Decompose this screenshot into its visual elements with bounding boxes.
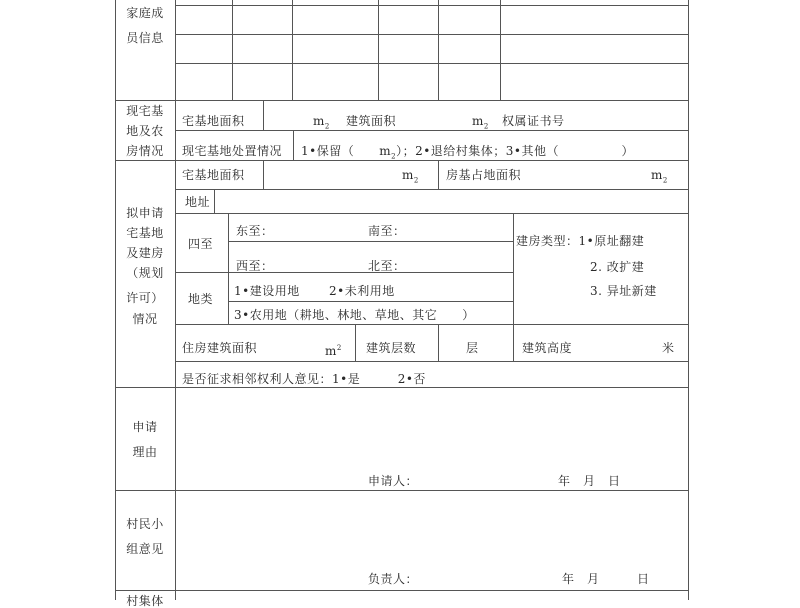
applicant-signature-label: 申请人：: [368, 474, 419, 488]
section-divider: [115, 160, 688, 161]
row-line: [228, 241, 513, 242]
village-group-label-2: 组意见: [126, 542, 164, 556]
neighbor-opinion-text: 是否征求相邻权利人意见：1•是 2•否: [182, 372, 426, 386]
cell-divider: [228, 213, 229, 324]
row-line: [175, 324, 688, 325]
application-label-2: 宅基地: [126, 226, 164, 240]
village-group-label-1: 村民小: [126, 517, 164, 531]
current-homestead-label-3: 房情况: [126, 144, 164, 158]
application-label-3: 及建房: [126, 246, 164, 260]
current-homestead-label-1: 现宅基: [126, 104, 164, 118]
floors-label: 建筑层数: [366, 341, 417, 355]
build-type-option-3: 3. 异址新建: [590, 284, 657, 298]
section-divider: [115, 590, 688, 591]
reason-label-1: 申请: [132, 420, 158, 434]
row-line: [228, 301, 513, 302]
cell-divider: [438, 324, 439, 361]
application-label-1: 拟申请: [126, 206, 164, 220]
disposal-options: 1•保留（ $m_2$）；2•退给村集体；3•其他（ ）: [301, 144, 634, 161]
section-divider: [115, 490, 688, 491]
family-row-line: [175, 5, 688, 6]
family-section-label-2: 员信息: [126, 31, 164, 45]
housing-area-unit: $m^2$: [325, 344, 342, 358]
land-type-option-1: 1•建设用地: [234, 284, 300, 298]
village-group-date-label: 年 月 日: [562, 572, 650, 586]
south-boundary-label: 南至：: [368, 224, 406, 238]
footprint-area-unit: $m_2$: [651, 168, 668, 185]
apply-area-label: 宅基地面积: [182, 168, 245, 182]
land-type-option-2: 2•未利用地: [329, 284, 395, 298]
cell-divider: [513, 213, 514, 324]
current-building-area-unit: $m_2$: [472, 114, 489, 131]
responsible-signature-label: 负责人：: [368, 572, 419, 586]
land-type-label: 地类: [188, 292, 214, 306]
height-label: 建筑高度: [522, 341, 573, 355]
reason-label-2: 理由: [132, 445, 158, 459]
family-col-4: [438, 0, 439, 100]
certificate-number-label: 权属证书号: [502, 114, 565, 128]
row-line: [175, 189, 688, 190]
cell-divider: [513, 324, 514, 361]
reason-date-label: 年 月 日: [558, 474, 621, 488]
north-boundary-label: 北至：: [368, 259, 406, 273]
cell-divider: [293, 130, 294, 160]
section-divider: [115, 387, 688, 388]
east-boundary-label: 东至：: [236, 224, 274, 238]
family-col-2: [292, 0, 293, 100]
application-label-4: （规划: [126, 266, 164, 280]
cell-divider: [214, 189, 215, 213]
row-line: [175, 130, 688, 131]
section-divider: [115, 100, 688, 101]
west-boundary-label: 西至：: [236, 259, 274, 273]
cell-divider: [263, 100, 264, 130]
family-row-line: [175, 63, 688, 64]
cell-divider: [355, 324, 356, 361]
current-area-label: 宅基地面积: [182, 114, 245, 128]
application-label-5: 许可）: [126, 291, 164, 305]
row-line: [175, 272, 513, 273]
build-type-label: 建房类型：1•原址翻建: [516, 234, 645, 248]
family-col-1: [232, 0, 233, 100]
height-unit: 米: [662, 341, 675, 355]
footprint-area-label: 房基占地面积: [446, 168, 522, 182]
current-homestead-label-2: 地及农: [126, 124, 164, 138]
cell-divider: [438, 160, 439, 189]
boundaries-label: 四至: [188, 237, 214, 251]
address-label: 地址: [185, 195, 211, 209]
family-section-label-1: 家庭成: [126, 6, 164, 20]
label-column-divider: [175, 0, 176, 600]
build-type-option-2: 2. 改扩建: [590, 260, 645, 274]
next-section-label: 村集体: [126, 594, 164, 608]
cell-divider: [263, 160, 264, 189]
housing-area-label: 住房建筑面积: [182, 341, 258, 355]
application-label-6: 情况: [132, 312, 158, 326]
current-building-area-label: 建筑面积: [346, 114, 397, 128]
family-col-5: [500, 0, 501, 100]
current-area-unit: $m_2$: [313, 114, 330, 131]
disposal-label: 现宅基地处置情况: [182, 144, 283, 158]
table-right-border: [688, 0, 689, 600]
land-type-option-3: 3•农用地（耕地、林地、草地、其它 ）: [234, 308, 475, 322]
row-line: [175, 213, 688, 214]
apply-area-unit: $m_2$: [402, 168, 419, 185]
family-row-line: [175, 34, 688, 35]
floors-unit: 层: [466, 341, 479, 355]
family-col-3: [378, 0, 379, 100]
row-line: [175, 361, 688, 362]
